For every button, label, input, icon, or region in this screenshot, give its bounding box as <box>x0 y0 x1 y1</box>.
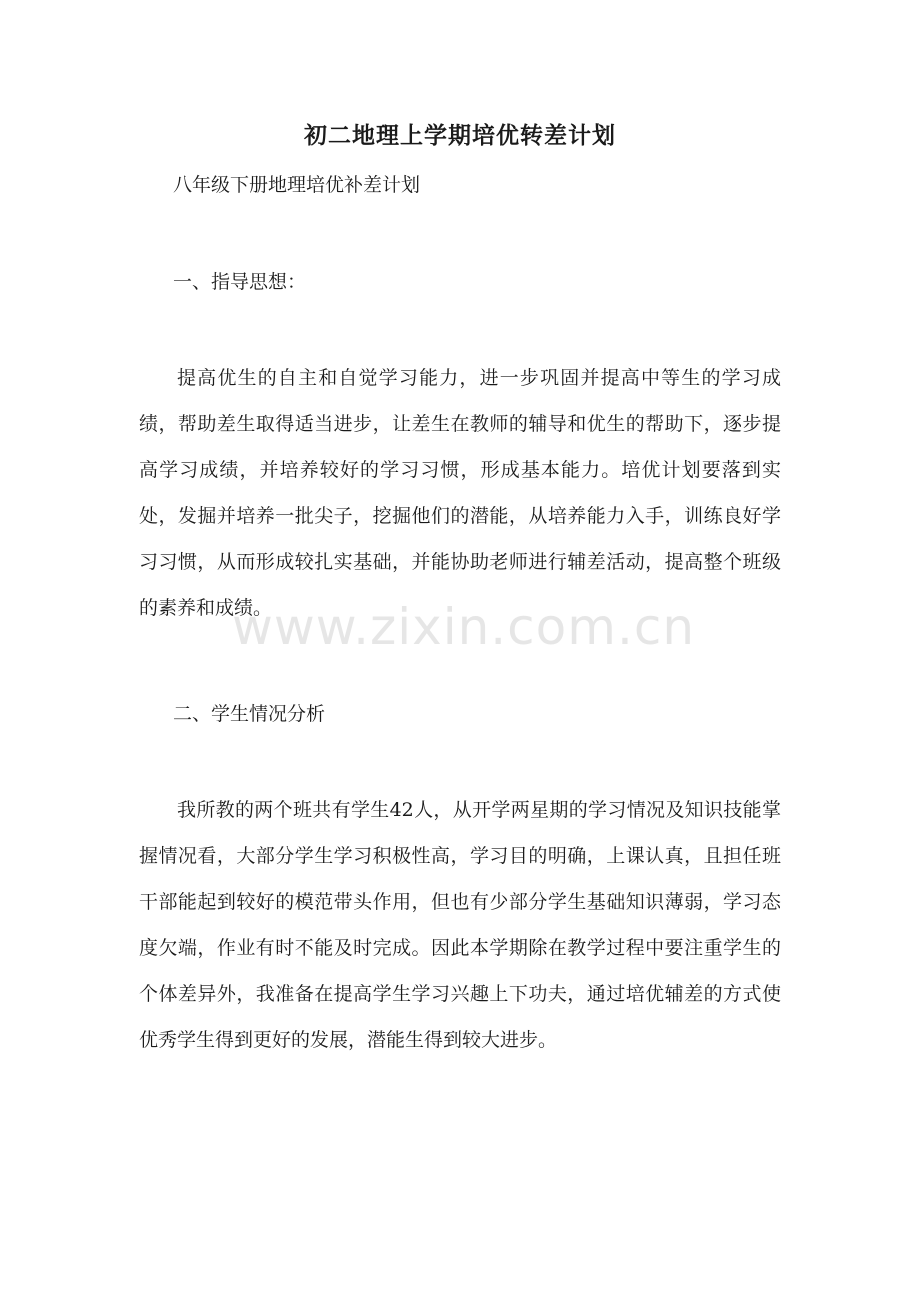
document-subtitle: 八年级下册地理培优补差计划 <box>173 174 421 196</box>
section-paragraph-student-analysis: 我所教的两个班共有学生42人，从开学两星期的学习情况及知识技能掌握情况看，大部分学生学习积极性高，学习目的明确，上课认真，且担任班干部能起到较好的模范带头作用，但也有少部分学生基础知识薄弱，学习态度欠端，作业有时不能及时完成。因此本学期除在教学过程中要注重学生的个体差异外，我准备在提高学生学习兴趣上下功夫，通过培优辅差的方式使优秀学生得到更好的发展，潜能生得到较大进步。 <box>139 799 781 1051</box>
section-heading-guiding-thought: 一、指导思想： <box>173 271 307 293</box>
section-heading-student-analysis: 二、学生情况分析 <box>173 703 326 725</box>
document-title: 初二地理上学期培优转差计划 <box>304 122 616 149</box>
section-paragraph-guiding-thought: 提高优生的自主和自觉学习能力，进一步巩固并提高中等生的学习成绩，帮助差生取得适当进步，让差生在教师的辅导和优生的帮助下，逐步提高学习成绩，并培养较好的学习习惯，形成基本能力。培优计划要落到实处，发掘并培养一批尖子，挖掘他们的潜能，从培养能力入手，训练良好学习习惯，从而形成较扎实基础，并能协助老师进行辅差活动，提高整个班级的素养和成绩。 <box>139 367 781 619</box>
watermark: www.zixin.com.cn <box>232 598 696 656</box>
